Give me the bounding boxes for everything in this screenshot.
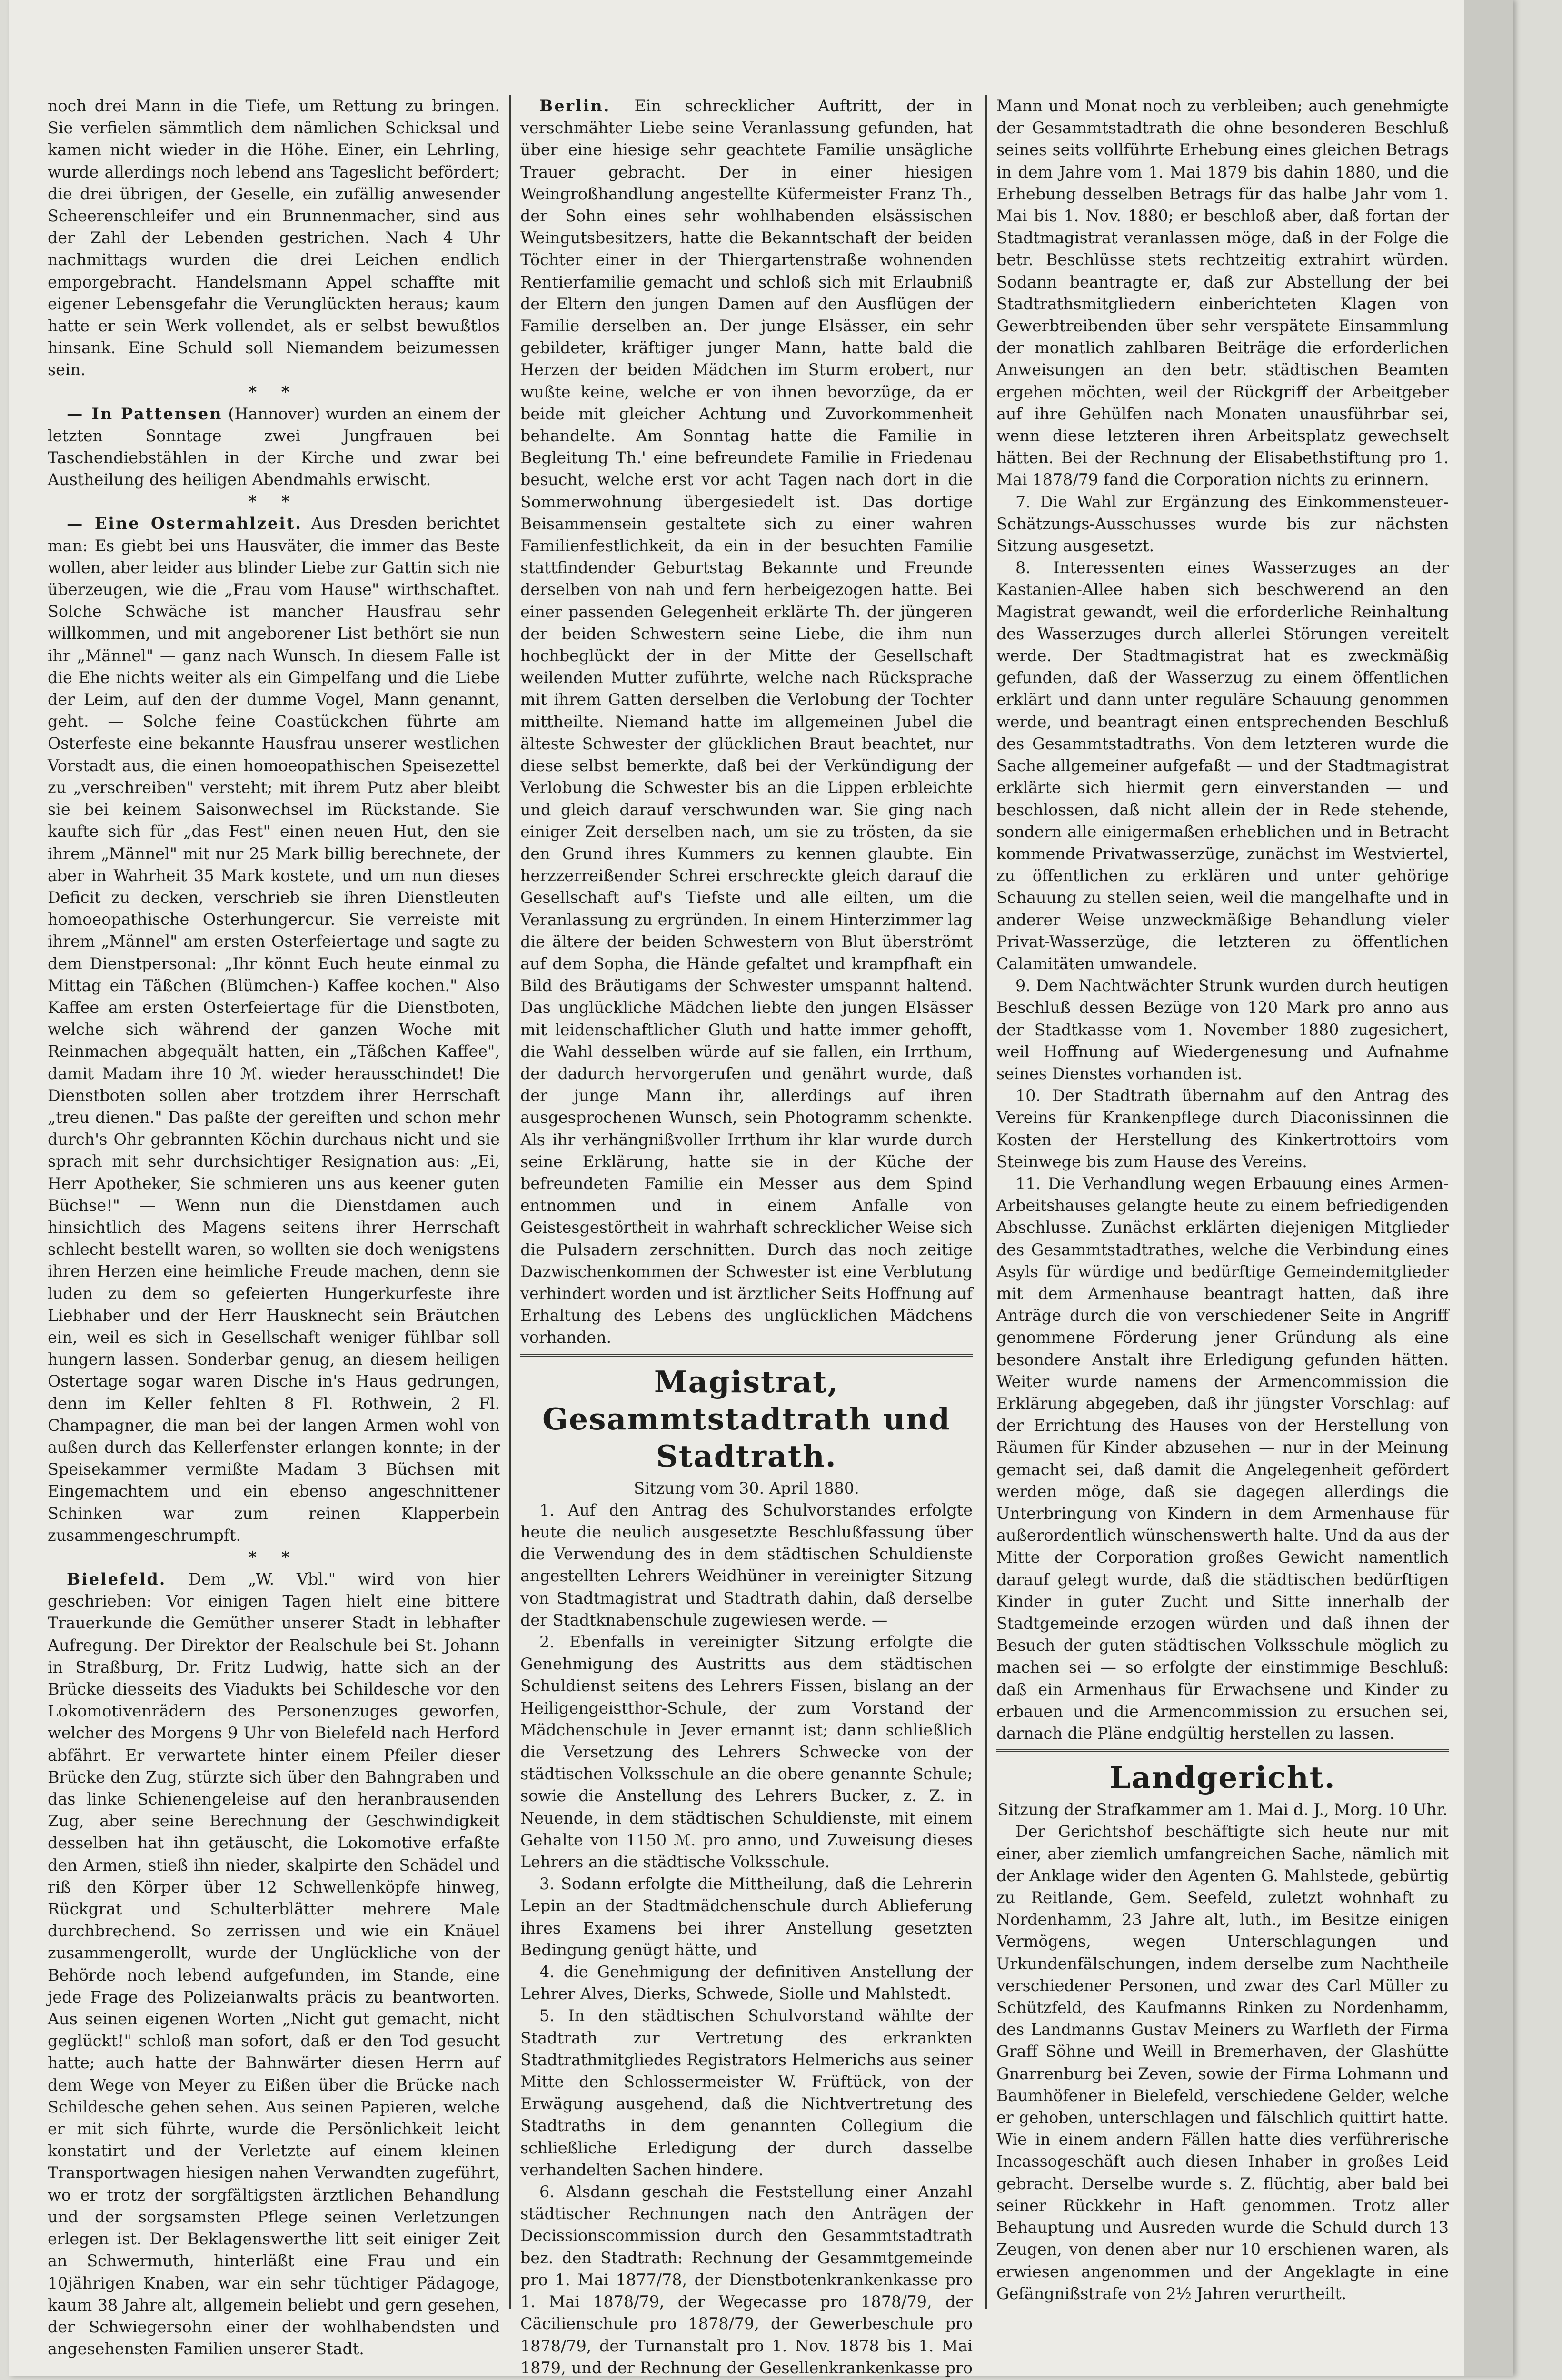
- article-bielefeld: [48, 1568, 500, 2360]
- agenda-item: 7. Die Wahl zur Ergänzung des Einkommensteuer-Schätzungs-Ausschusses wurde bis zur nächsten Sitzung ausgesetzt.: [996, 492, 1449, 555]
- article-separator: * *: [248, 492, 299, 511]
- section-rule: [520, 1354, 973, 1357]
- article-text: Der Gerichtshof beschäftigte sich heute nur mit einer, aber ziemlich umfangreichen Sache, nämlich mit der Anklage wider den Agenten G. Mahlstede, gebürtig zu Reitlande, Gem. Seefeld, zuletzt wohnhaft zu Nordenhamm, 23 Jahre alt, luth., im Besitze einigen Vermögens, wegen Unterschlagungen und Urkundenfälschungen, indem derselbe zum Nachtheile verschiedener Personen, und zwar des Carl Müller zu Schützfeld, des Kaufmanns Rinken zu Nordenhamm, des Landmanns Gustav Meiners zu Warfleth der Firma Graff Söhne und Weill in Bremerhaven, der Glashütte Gnarrenburg bei Zeven, sowie der Firma Lohmann und Baumhöfener in Bielefeld, verschiedene Gelder, welche er gehoben, unterschlagen und fälschlich quittirt hatte. Wie in einem andern Fällen hatte dies verführerische Incassogeschäft auch diesen Inhaber in großes Leid gebracht. Derselbe wurde s. Z. flüchtig, aber bald bei seiner Rückkehr in Haft genommen. Trotz aller Behauptung und Ausreden wurde die Schuld durch 13 Zeugen, von denen aber nur 10 erschienen waren, als erwiesen angenommen und der Angeklagte in eine Gefängnißstrafe von 2½ Jahren verurtheilt.: [996, 1822, 1449, 2303]
- agenda-item: 11. Die Verhandlung wegen Erbauung eines Armen-Arbeitshauses gelangte heute zu einem befriedigenden Abschlusse. Zunächst erklärten diejenigen Mitglieder des Gesammtstadtrathes, welche die Verbindung eines Asyls für würdige und bedürftige Gemeindemitglieder mit dem Armenhause beantragt hatten, daß ihre Anträge durch die von verschiedener Seite in Angriff genommene Förderung jener Gründung als eine besondere Anstalt ihre Erledigung gefunden hätten. Weiter wurde namens der Armencommission die Erklärung abgegeben, daß ihr jüngster Vorschlag: auf der Errichtung des Hauses von der Herstellung von Räumen für Kinder abzusehen — nur in der Meinung gemacht sei, daß damit die Angelegenheit gefördert werden möge, daß sie dagegen allerdings die Unterbringung von Kindern in dem Armenhause für außerordentlich wünschenswerth halte. Und da aus der Mitte der Corporation großes Gewicht namentlich darauf gelegt wurde, daß die städtischen bedürftigen Kinder in guter Zucht und Sitte innerhalb der Stadtgemeinde erzogen würden und daß ihnen der Besuch der guten städtischen Volksschule möglich zu machen sei — so erfolgte der einstimmige Beschluß: daß ein Armenhaus für Erwachsene und Kinder zu erbauen und die Armencommission zu ersuchen sei, darnach die Pläne endgültig herstellen zu lassen.: [996, 1174, 1449, 1743]
- column-middle: [520, 95, 973, 2377]
- article-berlin: [520, 95, 973, 1349]
- column-rule: [509, 95, 511, 2309]
- column-rule: [985, 95, 987, 2309]
- agenda-item: 5. In den städtischen Schulvorstand wählte der Stadtrath zur Vertretung des erkrankten Stadtrathmitgliedes Registrators Helmerichs aus seiner Mitte den Schlossermeister W. Früftück, von der Erwägung ausgehend, daß die Nichtvertretung des Stadtraths in dem genannten Collegium die schließliche Erledigung der durch dasselbe verhandelten Sachen hindere.: [520, 2006, 973, 2179]
- page-edge: [1464, 0, 1513, 2376]
- article-lead: Bielefeld.: [67, 1570, 167, 1588]
- article-text: noch drei Mann in die Tiefe, um Rettung zu bringen. Sie verfielen sämmtlich dem nämlichen Schicksal und kamen nicht wieder in die Höhe. Einer, ein Lehrling, wurde allerdings noch lebend ans Tageslicht befördert; die drei übrigen, der Geselle, ein zufällig anwesender Scheerenschleifer und ein Brunnenmacher, sind aus der Zahl der Lebenden gestrichen. Nach 4 Uhr nachmittags wurden die drei Leichen endlich emporgebracht. Handelsmann Appel schaffte mit eigener Lebensgefahr die Verunglückten heraus; kaum hatte er sein Werk vollendet, als er selbst bewußtlos hinsank. Eine Schuld soll Niemandem beizumessen sein.: [48, 97, 500, 379]
- column-left: [48, 95, 500, 2359]
- section-heading: Landgericht.: [1109, 1760, 1336, 1795]
- section-heading: Magistrat, Gesammtstadtrath und Stadtrath.: [542, 1364, 951, 1474]
- article-lead: — Eine Ostermahlzeit.: [67, 514, 302, 533]
- article-text: Ein schrecklicher Auftritt, der in verschmähter Liebe seine Veranlassung gefunden, hat über eine hiesige sehr geachtete Familie unsägliche Trauer gebracht. Der in einer hiesigen Weingroßhandlung angestellte Küfermeister Franz Th., der Sohn eines sehr wohlhabenden elsässischen Weingutsbesitzers, hatte die Bekanntschaft der beiden Töchter einer in der Thiergartenstraße wohnenden Rentierfamilie gemacht und schloß sich mit Erlaubniß der Eltern den jungen Damen auf den Ausflügen der Familie derselben an. Der junge Elsässer, ein sehr gebildeter, kräftiger junger Mann, hatte bald die Herzen der beiden Mädchen im Sturm erobert, nur wußte keine, welche er von ihnen bevorzüge, da er beide mit gleicher Achtung und Zuvorkommenheit behandelte. Am Sonntag hatte die Familie in Begleitung Th.' eine befreundete Familie in Friedenau besucht, welche erst vor acht Tagen nach dort in die Sommerwohnung übergesiedelt ist. Das dortige Beisammensein gestaltete sich zu einer wahren Familienfestlichkeit, da ein in der besuchten Familie stattfindender Geburtstag Bekannte und Freunde derselben von nah und fern herbeigezogen hatte. Bei einer passenden Gelegenheit erklärte Th. der jüngeren der beiden Schwestern seine Liebe, die ihm nun hochbeglückt der in der Mitte der Gesellschaft weilenden Mutter zuführte, welche nach Rücksprache mit ihrem Gatten derselben die Verlobung der Tochter mittheilte. Niemand hatte im allgemeinen Jubel die älteste Schwester der glücklichen Braut beachtet, nur diese selbst bemerkte, daß bei der Verkündigung der Verlobung die Schwester bis an die Lippen erbleichte und gleich darauf verschwunden war. Sie ging nach einiger Zeit derselben nach, um sie zu trösten, da sie den Grund ihres Kummers zu kennen glaubte. Ein herzzerreißender Schrei erschreckte gleich darauf die Gesellschaft auf's Tiefste und alle eilten, um die Veranlassung zu ergründen. In einem Hinterzimmer lag die ältere der beiden Schwestern von Blut überströmt auf dem Sopha, die Hände gefaltet und krampfhaft ein Bild des Bräutigams der Schwester umspannt haltend. Das unglückliche Mädchen liebte den jungen Elsässer mit leidenschaftlicher Gluth und hatte immer gehofft, die Wahl desselben würde auf sie fallen, ein Irrthum, der dadurch hervorgerufen und genährt wurde, daß der junge Mann ihr, allerdings auf ihren ausgesprochenen Wunsch, sein Photogramm schenkte. Als ihr verhängnißvoller Irrthum ihr klar wurde durch seine Erklärung, hatte sie in der Küche der befreundeten Familie ein Messer aus dem Spind entnommen und in einem Anfalle von Geistesgestörtheit in wahrhaft schrecklicher Weise sich die Pulsadern zerschnitten. Durch das noch zeitige Dazwischenkommen der Schwester ist eine Verblutung verhindert worden und ist ärztlicher Seits Hoffnung auf Erhaltung des Lebens des unglücklichen Mädchens vorhanden.: [520, 97, 973, 1347]
- article-text: Dem „W. Vbl." wird von hier geschrieben: Vor einigen Tagen hielt eine bittere Trauerkunde die Gemüther unserer Stadt in lebhafter Aufregung. Der Direktor der Realschule bei St. Johann in Straßburg, Dr. Fritz Ludwig, hatte sich an der Brücke diesseits des Viadukts bei Schildesche vor den Lokomotivenrädern des Personenzuges geworfen, welcher des Morgens 9 Uhr von Bielefeld nach Herford abfährt. Er verwartete hinter einem Pfeiler dieser Brücke den Zug, stürzte sich über den Bahngraben und das linke Schienengeleise auf den heranbrausenden Zug, aber seine Berechnung der Geschwindigkeit desselben hat ihn getäuscht, die Lokomotive erfaßte den Armen, stieß ihn nieder, skalpirte den Schädel und riß den Körper über 12 Schwellenköpfe hinweg, Rückgrat und Schulterblätter mehrere Male durchbrechend. So zerrissen und wie ein Knäuel zusammengerollt, wurde der Unglückliche von der Behörde noch lebend aufgefunden, im Stande, eine jede Frage des Polizeianwalts präcis zu beantworten. Aus seinen eigenen Worten „Nicht gut gemacht, nicht geglückt!" schloß man sofort, daß er den Tod gesucht hatte; auch hatte der Bahnwärter diesen Herrn auf dem Wege von Meyer zu Eißen über die Brücke nach Schildesche gehen sehen. Aus seinen Papieren, welche er mit sich führte, wurde die Persönlichkeit leicht konstatirt und der Verletzte auf einem kleinen Transportwagen hiesigen nahen Verwandten zugeführt, wo er trotz der sorgfältigsten ärztlichen Behandlung und der sorgsamsten Pflege seinen Verletzungen erlegen ist. Der Beklagenswerthe litt seit einiger Zeit an Schwermuth, hinterläßt eine Frau und ein 10jährigen Knaben, war ein sehr tüchtiger Pädagoge, kaum 38 Jahre alt, allgemein beliebt und gern gesehen, der Schwiegersohn einer der wohlhabendsten und angesehensten Familien unserer Stadt.: [48, 1570, 500, 2359]
- agenda-item: 2. Ebenfalls in vereinigter Sitzung erfolgte die Genehmigung des Austritts aus dem städtischen Schuldienst seitens des Lehrers Fissen, bislang an der Heiligengeistthor-Schule, der zum Vorstand der Mädchenschule in Jever ernannt ist; dann schließlich die Versetzung des Lehrers Schwecke von der städtischen Volksschule an die obere genannte Schule; sowie die Anstellung des Lehrers Bucker, z. Z. in Neuende, in dem städtischen Schuldienste, mit einem Gehalte von 1150 ℳ. pro anno, und Zuweisung dieses Lehrers an die städtische Volksschule.: [520, 1633, 973, 1872]
- agenda-item: 4. die Genehmigung der definitiven Anstellung der Lehrer Alves, Dierks, Schwede, Siolle und Mahlstedt.: [520, 1963, 973, 2003]
- article-lead: Berlin.: [539, 97, 611, 115]
- agenda-item: 1. Auf den Antrag des Schulvorstandes erfolgte heute die neulich ausgesetzte Beschlußfassung über die Verwendung des in dem städtischen Schuldienste angestellten Lehrers Weidhüner in vereinigter Sitzung von Stadtmagistrat und Stadtrath dahin, daß derselbe der Stadtknabenschule zugewiesen werde. —: [520, 1500, 973, 1629]
- article-separator: * *: [248, 382, 299, 401]
- article-text: Aus Dresden berichtet man: Es giebt bei uns Hausväter, die immer das Beste wollen, aber leider aus blinder Liebe zur Gattin sich nie überzeugen, wie die „Frau vom Hause" wirthschaftet. Solche Schwäche ist mancher Hausfrau sehr willkommen, und mit angeborener List bethört sie nun ihr „Männel" — ganz nach Wunsch. In diesem Falle ist die Ehe nichts weiter als ein Gimpelfang und die Liebe der Leim, auf den der dumme Vogel, Mann genannt, geht. — Solche feine Coastückchen führte am Osterfeste eine bekannte Hausfrau unserer westlichen Vorstadt aus, die einen homoeopathischen Speisezettel zu „verschreiben" versteht; mit ihrem Putz aber bleibt sie bei keinem Saisonwechsel im Rückstande. Sie kaufte sich für „das Fest" einen neuen Hut, den sie ihrem „Männel" mit nur 25 Mark billig berechnete, der aber in Wahrheit 35 Mark kostete, und um nun dieses Deficit zu decken, verschrieb sie ihren Dienstleuten homoeopathische Osterhungercur. Sie verreiste mit ihrem „Männel" am ersten Osterfeiertage und sagte zu dem Dienstpersonal: „Ihr könnt Euch heute einmal zu Mittag ein Täßchen (Blümchen-) Kaffee kochen." Also Kaffee am ersten Osterfeiertage für die Dienstboten, welche sich während der ganzen Woche mit Reinmachen abgequält hatten, ein „Täßchen Kaffee", damit Madam ihre 10 ℳ. wieder herausschindet! Die Dienstboten sollen aber trotzdem ihrer Herrschaft „treu dienen." Das paßte der gereiften und schon mehr durch's Ohr gebrannten Köchin durchaus nicht und sie sprach mit sehr durchsichtiger Resignation aus: „Ei, Herr Apotheker, Sie schmieren uns aus keener guten Büchse!" — Wenn nun die Dienstdamen auch hinsichtlich des Magens seitens ihrer Herrschaft schlecht bestellt waren, so wollten sie doch wenigstens ihren Herzen eine heimliche Freude machen, denn sie luden zu dem so gefeierten Hungerkurfeste ihre Liebhaber und der Herr Hausknecht sein Bräutchen ein, weil es sich in Gesellschaft weniger fühlbar soll hungern lassen. Sonderbar genug, an diesem heiligen Ostertage sogar waren Dische in's Haus gedrungen, denn im Keller fehlten 8 Fl. Rothwein, 2 Fl. Champagner, die man bei der langen Armen wohl von außen durch das Kellerfenster erlangen konnte; in der Speisekammer vermißte Madam 3 Büchsen mit Eingemachtem und ein ebenso angeschnittener Schinken war zum reinen Klapperbein zusammengeschrumpft.: [48, 514, 500, 1545]
- newspaper-page: [9, 0, 1513, 2376]
- agenda-item: 8. Interessenten eines Wasserzuges an der Kastanien-Allee haben sich beschwerend an den Magistrat gewandt, weil die erforderliche Reinhaltung des Wasserzuges durch allerlei Störungen vereitelt werde. Der Stadtmagistrat hat es zweckmäßig gefunden, daß der Wasserzug zu einem öffentlichen erklärt und dann unter reguläre Schauung genommen werde, und beantragt einen entsprechenden Beschluß des Gesammtstadtraths. Von dem letzteren wurde die Sache allgemeiner aufgefaßt — und der Stadtmagistrat erklärte sich hiermit gern einverstanden — und beschlossen, daß nicht allein der in Rede stehende, sondern alle einigermaßen erheblichen und in Betracht kommende Privatwasserzüge, zunächst im Westviertel, zu öffentlichen zu erklären und unter gehörige Schauung zu stellen seien, weil die mangelhafte und in anderer Weise unzweckmäßige Behandlung vieler Privat-Wasserzüge, die letzteren zu öffentlichen Calamitäten umwandele.: [996, 558, 1449, 973]
- session-date: Sitzung der Strafkammer am 1. Mai d. J., Morg. 10 Uhr.: [997, 1800, 1448, 1819]
- article-separator: * *: [248, 1548, 299, 1567]
- article-pattensen: [48, 403, 500, 491]
- agenda-item: 6. Alsdann geschah die Feststellung einer Anzahl städtischer Rechnungen nach den Anträgen der Decissionscommission durch den Gesammtstadtrath bez. den Stadtrath: Rechnung der Gesammtgemeinde pro 1. Mai 1877/78, der Dienstbotenkrankenkasse pro 1. Mai 1878/79, der Wegecasse pro 1878/79, der Cäcilienschule pro 1878/79, der Gewerbeschule pro 1878/79, der Turnanstalt pro 1. Nov. 1878 bis 1. Mai 1879, und der Rechnung der Gesellenkrankenkasse pro: [520, 2182, 973, 2377]
- article-text: Mann und Monat noch zu verbleiben; auch genehmigte der Gesammtstadtrath die ohne besonderen Beschluß seines seits vollführte Erhebung eines gleichen Betrags in dem Jahre vom 1. Mai 1879 bis dahin 1880, und die Erhebung desselben Betrags für das halbe Jahr vom 1. Mai bis 1. Nov. 1880; er beschloß aber, daß fortan der Stadtmagistrat veranlassen möge, daß in der Folge die betr. Beschlüsse stets rechtzeitig extrahirt würden. Sodann beantragte er, daß zur Abstellung der bei Stadtrathsmitgliedern einberichteten Klagen von Gewerbtreibenden über sehr verspätete Einsammlung der monatlich zahlbaren Beiträge die erforderlichen Anweisungen an den betr. städtischen Beamten ergehen möchten, weil der Rückgriff der Arbeitgeber auf ihre Gehülfen nach Monaten unausführbar sei, wenn diese letzteren ihren Arbeitsplatz gewechselt hätten. Bei der Rechnung der Elisabethstiftung pro 1. Mai 1878/79 fand die Corporation nichts zu erinnern.: [996, 97, 1449, 489]
- agenda-item: 3. Sodann erfolgte die Mittheilung, daß die Lehrerin Lepin an der Stadtmädchenschule durch Ablieferung ihres Examens bei ihrer Anstellung gesetzten Bedingung genügt hätte, und: [520, 1874, 973, 1959]
- agenda-item: 9. Dem Nachtwächter Strunk wurden durch heutigen Beschluß dessen Bezüge von 120 Mark pro anno aus der Stadtkasse vom 1. November 1880 zugesichert, weil Hoffnung auf Wiedergenesung und Aufnahme seines Dienstes vorhanden ist.: [996, 976, 1449, 1083]
- session-date: Sitzung vom 30. April 1880.: [634, 1478, 859, 1497]
- article-text: (Hannover) wurden an einem der letzten Sonntage zwei Jungfrauen bei Taschendiebstählen in der Kirche und zwar bei Austheilung des heiligen Abendmahls erwischt.: [48, 404, 500, 489]
- article-ostermahlzeit: [48, 513, 500, 1547]
- agenda-item: 10. Der Stadtrath übernahm auf den Antrag des Vereins für Krankenpflege durch Diaconissinnen die Kosten der Herstellung des Kinkertrottoirs vom Steinwege bis zum Hause des Vereins.: [996, 1086, 1449, 1171]
- section-rule: [996, 1749, 1449, 1752]
- article-lead: — In Pattensen: [67, 404, 223, 423]
- column-right: [996, 95, 1449, 2309]
